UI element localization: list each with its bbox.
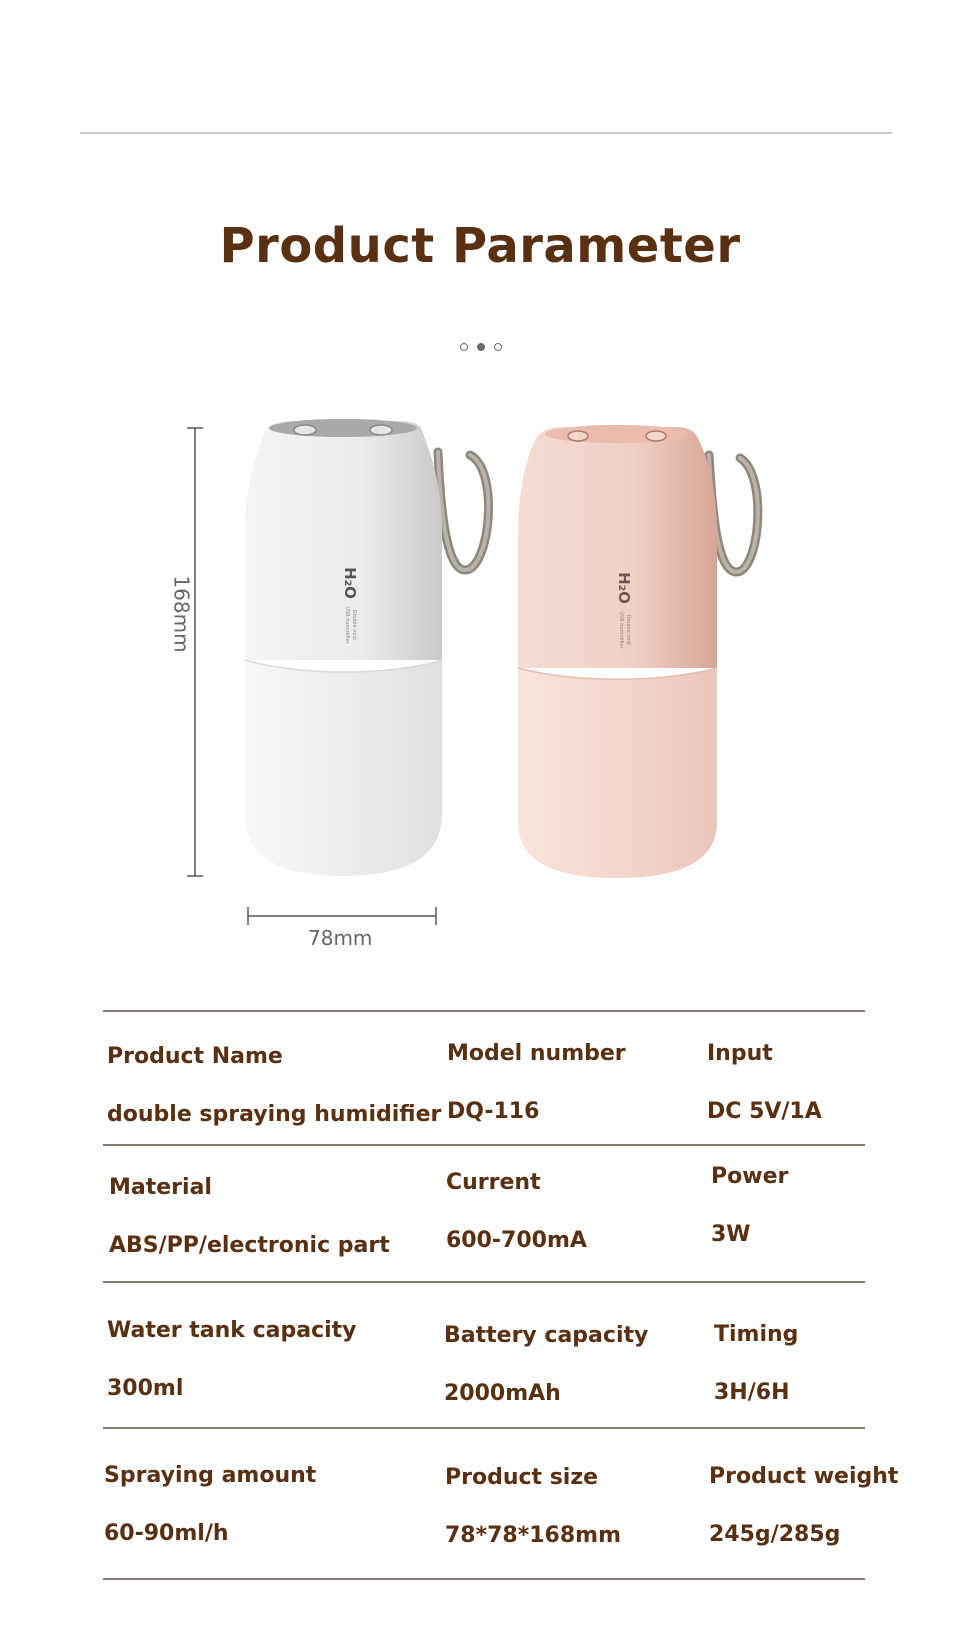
spec-value: 2000mAh [444, 1381, 561, 1406]
spec-label: Product Name [107, 1044, 283, 1069]
spec-cell-product-weight [709, 1464, 898, 1547]
spec-label: Battery capacity [444, 1323, 649, 1348]
spec-value: DC 5V/1A [707, 1099, 822, 1124]
spec-cell-battery-capacity [444, 1323, 648, 1406]
spec-divider [103, 1578, 865, 1580]
spec-value: 60-90ml/h [104, 1521, 229, 1546]
svg-text:H₂O: H₂O [341, 567, 359, 599]
spec-cell-power [711, 1164, 788, 1247]
spec-value: ABS/PP/electronic part [109, 1233, 390, 1258]
spec-value: 78*78*168mm [445, 1523, 622, 1548]
spec-label: Material [109, 1175, 212, 1200]
spec-label: Water tank capacity [107, 1318, 357, 1343]
spec-value: 245g/285g [709, 1522, 841, 1547]
spec-label: Current [446, 1170, 541, 1195]
spec-value: 3H/6H [714, 1380, 790, 1405]
white-humidifier [245, 419, 489, 876]
height-dimension-label: 168mm [169, 575, 194, 653]
spec-cell-current [446, 1170, 587, 1253]
spec-value: DQ-116 [447, 1099, 540, 1124]
spec-cell-spraying-amount [104, 1463, 316, 1546]
spec-cell-product-size [445, 1465, 621, 1548]
spec-divider [103, 1010, 865, 1012]
width-dimension-label: 78mm [308, 926, 373, 950]
page-title: Product Parameter [219, 218, 741, 274]
svg-text:USB humidifier: USB humidifier [344, 606, 350, 644]
spec-cell-timing [714, 1322, 798, 1405]
spec-cell-material [109, 1175, 390, 1258]
spec-label: Input [707, 1041, 773, 1066]
spec-value: 3W [711, 1222, 751, 1247]
spec-cell-water-tank-capacity [107, 1318, 357, 1401]
svg-text:Double mist: Double mist [351, 609, 357, 641]
spec-divider [103, 1427, 865, 1429]
spec-cell-product-name [107, 1044, 441, 1127]
svg-text:H₂O: H₂O [615, 572, 633, 604]
pink-humidifier [518, 425, 758, 878]
spec-label: Power [711, 1164, 789, 1189]
spec-value: 600-700mA [446, 1228, 587, 1253]
spec-divider [103, 1144, 865, 1146]
spec-label: Timing [714, 1322, 799, 1347]
spec-value: double spraying humidifier [107, 1102, 442, 1127]
spec-cell-model-number [447, 1041, 626, 1124]
spec-cell-input [707, 1041, 822, 1124]
spec-label: Spraying amount [104, 1463, 317, 1488]
width-dimension-line [248, 907, 436, 925]
spec-label: Model number [447, 1041, 626, 1066]
spec-label: Product size [445, 1465, 599, 1490]
svg-text:Double mist: Double mist [625, 614, 631, 646]
spec-divider [103, 1281, 865, 1283]
spec-value: 300ml [107, 1376, 184, 1401]
spec-label: Product weight [709, 1464, 899, 1489]
svg-text:USB humidifier: USB humidifier [618, 611, 624, 649]
